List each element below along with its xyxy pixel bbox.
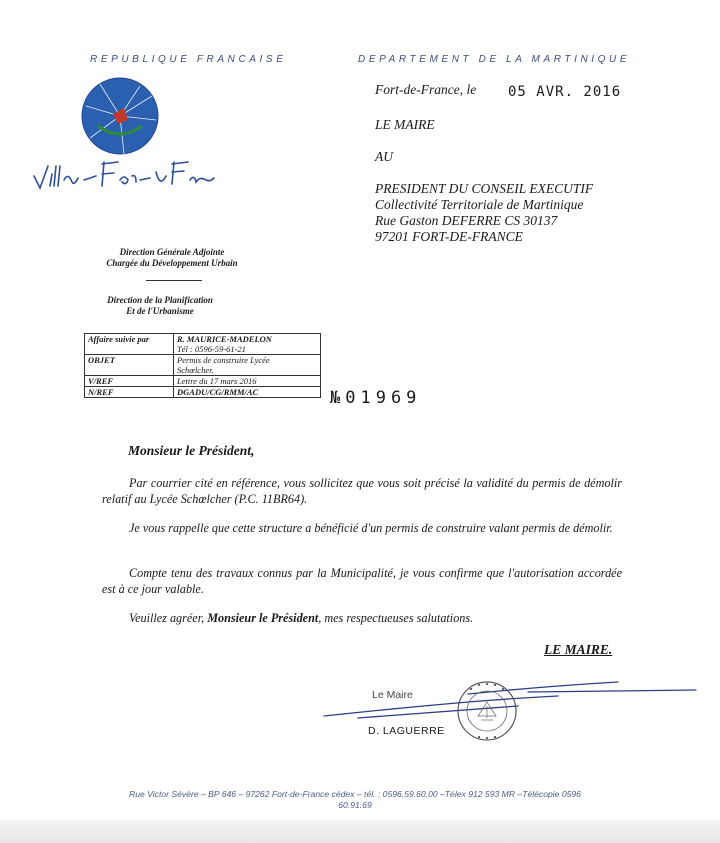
body-paragraph: Par courrier cité en référence, vous sollicitez que vous soit précisé la validité du permis de démolir relatif au Lycée Schœlcher (P.C. 11BR64). (102, 476, 622, 506)
recipient-address (375, 181, 593, 245)
body-paragraph: Je vous rappelle que cette structure a bénéficié d'un permis de construire valant permis de démolir. (129, 521, 613, 535)
ref-value-line: R. MAURICE-MADELON (177, 334, 272, 344)
footer-line: 60.91.69 (338, 800, 372, 810)
recipient-line: 97201 FORT-DE-FRANCE (375, 229, 523, 244)
closing-bold: Monsieur le Président (207, 611, 319, 625)
reference-table (84, 333, 321, 398)
ref-key: N/REF (85, 387, 174, 398)
handwritten-title: Le Maire (372, 689, 413, 701)
table-row (85, 355, 321, 376)
department-line: Direction de la Planification (107, 295, 213, 305)
signature-title: LE MAIRE. (544, 642, 613, 657)
ref-value (174, 334, 321, 355)
ref-key: OBJET (85, 355, 174, 376)
page-bottom-edge (0, 820, 720, 843)
date-place: Fort-de-France, le (375, 82, 477, 97)
ref-value: DGADU/CG/RMM/AC (174, 387, 321, 398)
ref-key: V/REF (85, 376, 174, 387)
closing-formula (129, 610, 629, 626)
body-paragraph: Compte tenu des travaux connus par la Municipalité, je vous confirme que l'autorisation accordée est à ce jour valable. (102, 566, 622, 596)
ref-value-line: Permis de construire Lycée (177, 355, 270, 365)
footer-address (90, 789, 620, 811)
date-stamp: 05 AVR. 2016 (508, 84, 622, 100)
header-left: REPUBLIQUE FRANCAISE (90, 54, 287, 65)
sender-title: LE MAIRE (375, 117, 435, 132)
city-signature-logo (28, 152, 218, 192)
registration-number-stamp: №01969 (330, 388, 422, 408)
header-right: DEPARTEMENT DE LA MARTINIQUE (358, 54, 631, 65)
ref-value (174, 355, 321, 376)
ref-value-line: Schœlcher. (177, 365, 214, 375)
footer-line: Rue Victor Sévère – BP 646 – 97262 Fort-de-France cédex – tél. : 0596.59.60.00 –Télex 912 593 MR –Télécopie 0596 (129, 789, 581, 799)
ref-key: Affaire suivie par (85, 334, 174, 355)
signatory-name: D. LAGUERRE (368, 725, 445, 737)
table-row (85, 387, 321, 398)
department-block-1 (72, 247, 272, 269)
recipient-line: Collectivité Territoriale de Martinique (375, 197, 584, 212)
department-line: Direction Générale Adjointe (119, 247, 225, 257)
table-row (85, 334, 321, 355)
recipient-line: Rue Gaston DEFERRE CS 30137 (375, 213, 558, 228)
department-block-2 (60, 295, 260, 317)
department-line: Chargée du Développement Urbain (106, 258, 238, 268)
department-line: Et de l'Urbanisme (126, 306, 194, 316)
closing-text: , mes respectueuses salutations. (318, 611, 474, 625)
table-row (85, 376, 321, 387)
municipal-seal (456, 680, 518, 742)
closing-text: Veuillez agréer, (129, 611, 208, 625)
to-word: AU (375, 149, 393, 164)
department-divider (146, 280, 202, 281)
salutation: Monsieur le Président, (128, 443, 255, 458)
ref-value: Lettre du 17 mars 2016 (174, 376, 321, 387)
recipient-line: PRESIDENT DU CONSEIL EXECUTIF (375, 181, 594, 196)
ref-value-line: Tél : 0596-59-61-21 (177, 344, 246, 354)
city-logo (80, 76, 160, 156)
